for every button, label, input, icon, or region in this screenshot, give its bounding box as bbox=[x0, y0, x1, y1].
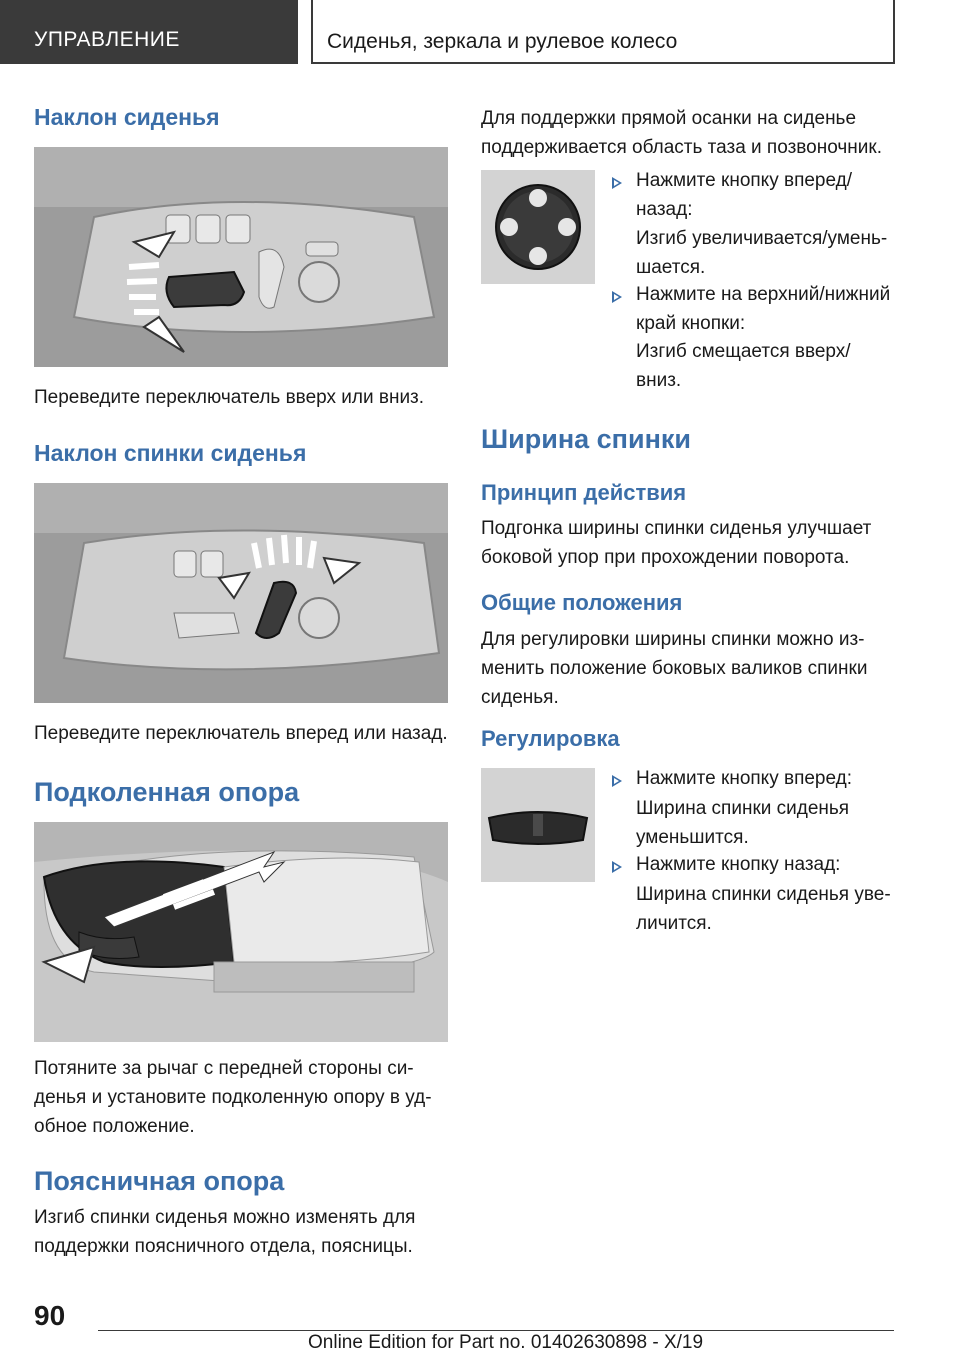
text-line: Ширина спинки сиденья уве- bbox=[636, 884, 891, 905]
edition-text: Online Edition for Part no. 01402630898 - X/19 bbox=[308, 1332, 704, 1353]
text-line: поддержки поясничного отдела, поясницы. bbox=[34, 1236, 413, 1257]
bullet-triangle-icon bbox=[612, 177, 622, 189]
text-line: денья и установите подколенную опору в уд- bbox=[34, 1087, 432, 1108]
principle-text bbox=[481, 514, 871, 572]
seat-tilt-text: Переведите переключатель вверх или вниз. bbox=[34, 387, 425, 408]
width-step-2 bbox=[636, 850, 840, 879]
principle-title: Принцип действия bbox=[481, 480, 687, 505]
general-text bbox=[481, 625, 867, 712]
text-line: Нажмите кнопку вперед/ bbox=[636, 170, 853, 191]
width-step-1-result bbox=[636, 794, 849, 852]
backrest-tilt-figure bbox=[34, 483, 448, 703]
lumbar-button-figure bbox=[481, 170, 595, 284]
seat-tilt-title: Наклон сиденья bbox=[34, 104, 220, 130]
thigh-support-title: Подколенная опора bbox=[34, 777, 300, 807]
text-line: уменьшится. bbox=[636, 827, 749, 848]
section-tab bbox=[0, 0, 298, 64]
seat-tilt-figure bbox=[34, 147, 448, 367]
width-step-2-result bbox=[636, 880, 891, 938]
backrest-tilt-text: Переведите переключатель вперед или назад. bbox=[34, 723, 448, 744]
thigh-support-text bbox=[34, 1054, 432, 1141]
text-line: Изгиб спинки сиденья можно изменять для bbox=[34, 1207, 416, 1228]
text-line: Для регулировки ширины спинки можно из- bbox=[481, 629, 865, 650]
text-line: край кнопки: bbox=[636, 313, 746, 334]
general-title: Общие положения bbox=[481, 590, 683, 615]
lumbar-step-1 bbox=[636, 166, 852, 224]
text-line: менить положение боковых валиков спинки bbox=[481, 658, 868, 679]
text-line: вниз. bbox=[636, 370, 682, 391]
adjust-title: Регулировка bbox=[481, 726, 620, 751]
text-line: назад: bbox=[636, 199, 693, 220]
thigh-support-figure bbox=[34, 822, 448, 1042]
text-line: Подгонка ширины спинки сиденья улучшает bbox=[481, 518, 872, 539]
text-line: сиденья. bbox=[481, 687, 559, 708]
chapter-tab bbox=[311, 0, 895, 64]
chapter-title: Сиденья, зеркала и рулевое колесо bbox=[327, 30, 678, 53]
lumbar-step-1-result bbox=[636, 224, 887, 282]
footer-divider bbox=[98, 1330, 894, 1331]
bullet-triangle-icon bbox=[612, 291, 622, 303]
text-line: поддерживается область таза и позвоночник. bbox=[481, 137, 882, 158]
lumbar-step-2-result bbox=[636, 337, 851, 395]
text-line: обное положение. bbox=[34, 1116, 195, 1137]
bullet-triangle-icon bbox=[612, 775, 622, 787]
text-line: Нажмите кнопку вперед: bbox=[636, 768, 853, 789]
text-line: личится. bbox=[636, 913, 712, 934]
lumbar-intro-text bbox=[481, 104, 882, 162]
lumbar-step-2 bbox=[636, 280, 890, 338]
text-line: шается. bbox=[636, 257, 706, 278]
page-number: 90 bbox=[34, 1300, 66, 1331]
bullet-triangle-icon bbox=[612, 861, 622, 873]
text-line: Потяните за рычаг с передней стороны си- bbox=[34, 1058, 414, 1079]
width-step-1 bbox=[636, 764, 852, 793]
width-title: Ширина спинки bbox=[481, 424, 691, 454]
text-line: Ширина спинки сиденья bbox=[636, 798, 850, 819]
width-button-figure bbox=[481, 768, 595, 882]
text-line: Изгиб увеличивается/умень- bbox=[636, 228, 888, 249]
text-line: Изгиб смещается вверх/ bbox=[636, 341, 851, 362]
section-title: УПРАВЛЕНИЕ bbox=[34, 28, 180, 51]
text-line: Для поддержки прямой осанки на сиденье bbox=[481, 108, 857, 129]
text-line: боковой упор при прохождении поворота. bbox=[481, 547, 850, 568]
lumbar-text bbox=[34, 1203, 415, 1261]
text-line: Нажмите на верхний/нижний bbox=[636, 284, 891, 305]
lumbar-title: Поясничная опора bbox=[34, 1166, 285, 1196]
text-line: Нажмите кнопку назад: bbox=[636, 854, 841, 875]
backrest-tilt-title: Наклон спинки сиденья bbox=[34, 440, 307, 466]
